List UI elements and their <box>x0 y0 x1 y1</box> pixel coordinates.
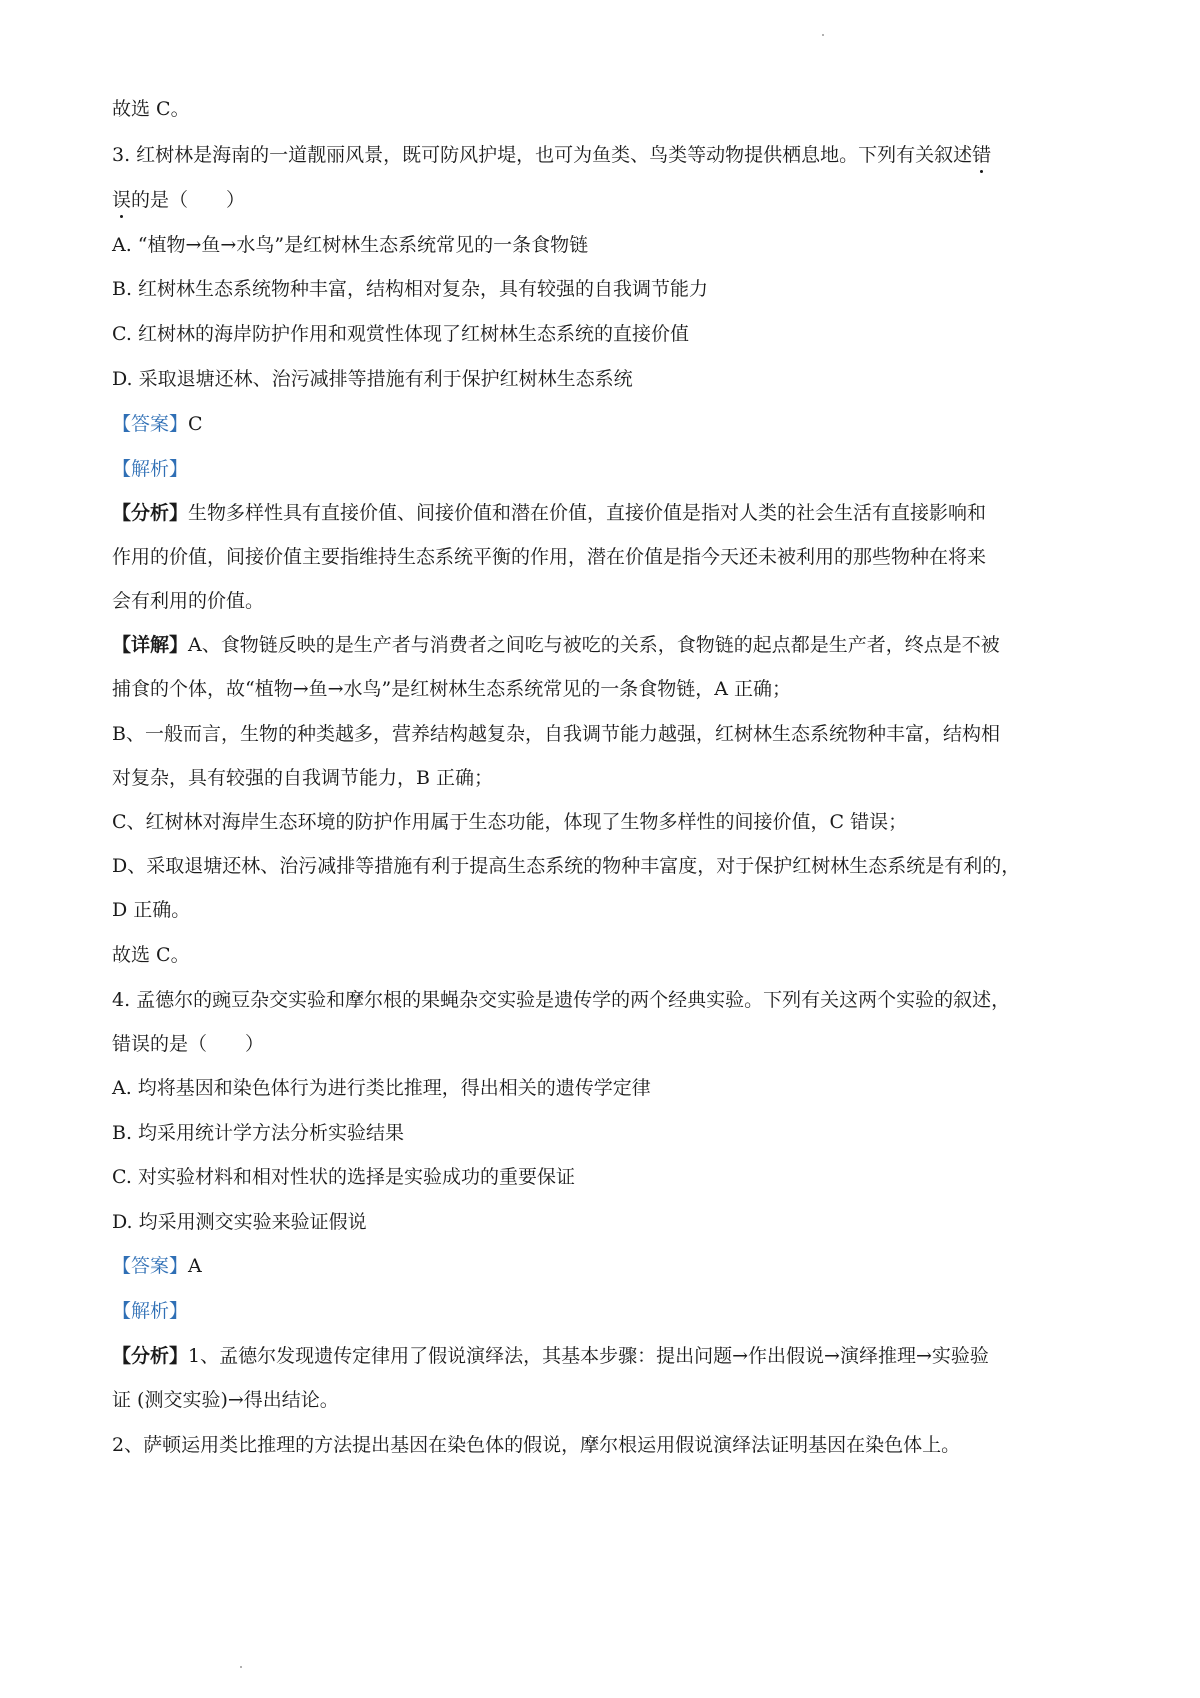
text-line <box>112 142 991 168</box>
text-line <box>112 187 245 213</box>
text-line <box>112 366 633 392</box>
text-line <box>112 1075 651 1101</box>
scan-dot-top <box>822 34 824 36</box>
text-line <box>112 1387 339 1413</box>
section-tag: 【详解】 <box>112 634 189 656</box>
text-line <box>112 809 907 835</box>
text-line <box>112 1209 367 1235</box>
text-line <box>112 1432 960 1458</box>
line-text: 错误的是（ ） <box>112 1033 265 1055</box>
line-text: A. “植物→鱼→水鸟”是红树林生态系统常见的一条食物链 <box>112 234 589 256</box>
section-tag: 【分析】 <box>112 502 189 524</box>
line-text: 4. 孟德尔的豌豆杂交实验和摩尔根的果蝇杂交实验是遗传学的两个经典实验。下列有关这两个实验的叙述， <box>112 989 1011 1011</box>
text-line <box>112 276 708 302</box>
text-line <box>112 96 190 122</box>
line-text: C. 红树林的海岸防护作用和观赏性体现了红树林生态系统的直接价值 <box>112 323 689 345</box>
line-text: 故选 C。 <box>112 98 190 120</box>
section-tag: 【分析】 <box>112 1345 189 1367</box>
line-text: 1、孟德尔发现遗传定律用了假说演绎法，其基本步骤：提出问题→作出假说→演绎推理→实验验 <box>188 1345 989 1367</box>
line-text: B. 均采用统计学方法分析实验结果 <box>112 1122 405 1144</box>
text-line <box>112 411 203 437</box>
question-stem: 3. 红树林是海南的一道靓丽风景，既可防风护堤，也可为鱼类、鸟类等动物提供栖息地。下列有关叙述 <box>112 144 973 166</box>
line-text: 生物多样性具有直接价值、间接价值和潜在价值，直接价值是指对人类的社会生活有直接影响和 <box>188 502 987 524</box>
scan-dot-bottom <box>240 1666 242 1668</box>
line-text: 对复杂，具有较强的自我调节能力，B 正确； <box>112 767 494 789</box>
text-line <box>112 676 791 702</box>
line-text: 作用的价值，间接价值主要指维持生态系统平衡的作用，潜在价值是指今天还未被利用的那些物种在将来 <box>112 546 987 568</box>
text-line <box>112 1298 188 1324</box>
text-line <box>112 632 1000 658</box>
line-text: 故选 C。 <box>112 944 190 966</box>
answer-tag: 【解析】 <box>112 458 189 480</box>
text-line <box>112 321 689 347</box>
emphasis-char: 误 <box>112 189 132 211</box>
line-text: A <box>188 1255 202 1277</box>
line-text: C. 对实验材料和相对性状的选择是实验成功的重要保证 <box>112 1166 575 1188</box>
line-text: D. 均采用测交实验来验证假说 <box>112 1211 367 1233</box>
line-text: B. 红树林生态系统物种丰富，结构相对复杂，具有较强的自我调节能力 <box>112 278 709 300</box>
line-text: D. 采取退塘还林、治污减排等措施有利于保护红树林生态系统 <box>112 368 633 390</box>
line-text: 证 (测交实验)→得出结论。 <box>112 1389 339 1411</box>
line-text: D、采取退塘还林、治污减排等措施有利于提高生态系统的物种丰富度，对于保护红树林生态系统是有利的， <box>112 855 1021 877</box>
text-line <box>112 721 1000 747</box>
line-text: D 正确。 <box>112 899 191 921</box>
line-text: A. 均将基因和染色体行为进行类比推理，得出相关的遗传学定律 <box>112 1077 651 1099</box>
line-text: 会有利用的价值。 <box>112 590 265 612</box>
line-text: B、一般而言，生物的种类越多，营养结构越复杂，自我调节能力越强，红树林生态系统物种丰富，结构相 <box>112 723 1000 745</box>
text-line <box>112 1120 404 1146</box>
text-line <box>112 897 190 923</box>
answer-tag: 【答案】 <box>112 413 189 435</box>
answer-tag: 【答案】 <box>112 1255 189 1277</box>
line-text: 2、萨顿运用类比推理的方法提出基因在染色体的假说，摩尔根运用假说演绎法证明基因在染色体上。 <box>112 1434 961 1456</box>
text-line <box>112 1031 264 1057</box>
text-line <box>112 232 588 258</box>
line-text: 捕食的个体，故“植物→鱼→水鸟”是红树林生态系统常见的一条食物链，A 正确； <box>112 678 792 700</box>
line-text: C、红树林对海岸生态环境的防护作用属于生态功能，体现了生物多样性的间接价值，C 错误； <box>112 811 908 833</box>
line-text: A、食物链反映的是生产者与消费者之间吃与被吃的关系，食物链的起点都是生产者，终点是不被 <box>188 634 1000 656</box>
text-line <box>112 456 188 482</box>
text-line <box>112 765 493 791</box>
text-line <box>112 588 264 614</box>
text-line <box>112 942 190 968</box>
text-line <box>112 544 986 570</box>
text-line <box>112 1343 989 1369</box>
answer-tag: 【解析】 <box>112 1300 189 1322</box>
text-line <box>112 1253 202 1279</box>
text-line <box>112 853 1020 879</box>
line-text: C <box>188 413 203 435</box>
text-line <box>112 500 986 526</box>
text-line <box>112 987 1010 1013</box>
question-stem: 的是（ ） <box>131 189 246 211</box>
emphasis-char: 错 <box>972 144 992 166</box>
text-line <box>112 1164 575 1190</box>
